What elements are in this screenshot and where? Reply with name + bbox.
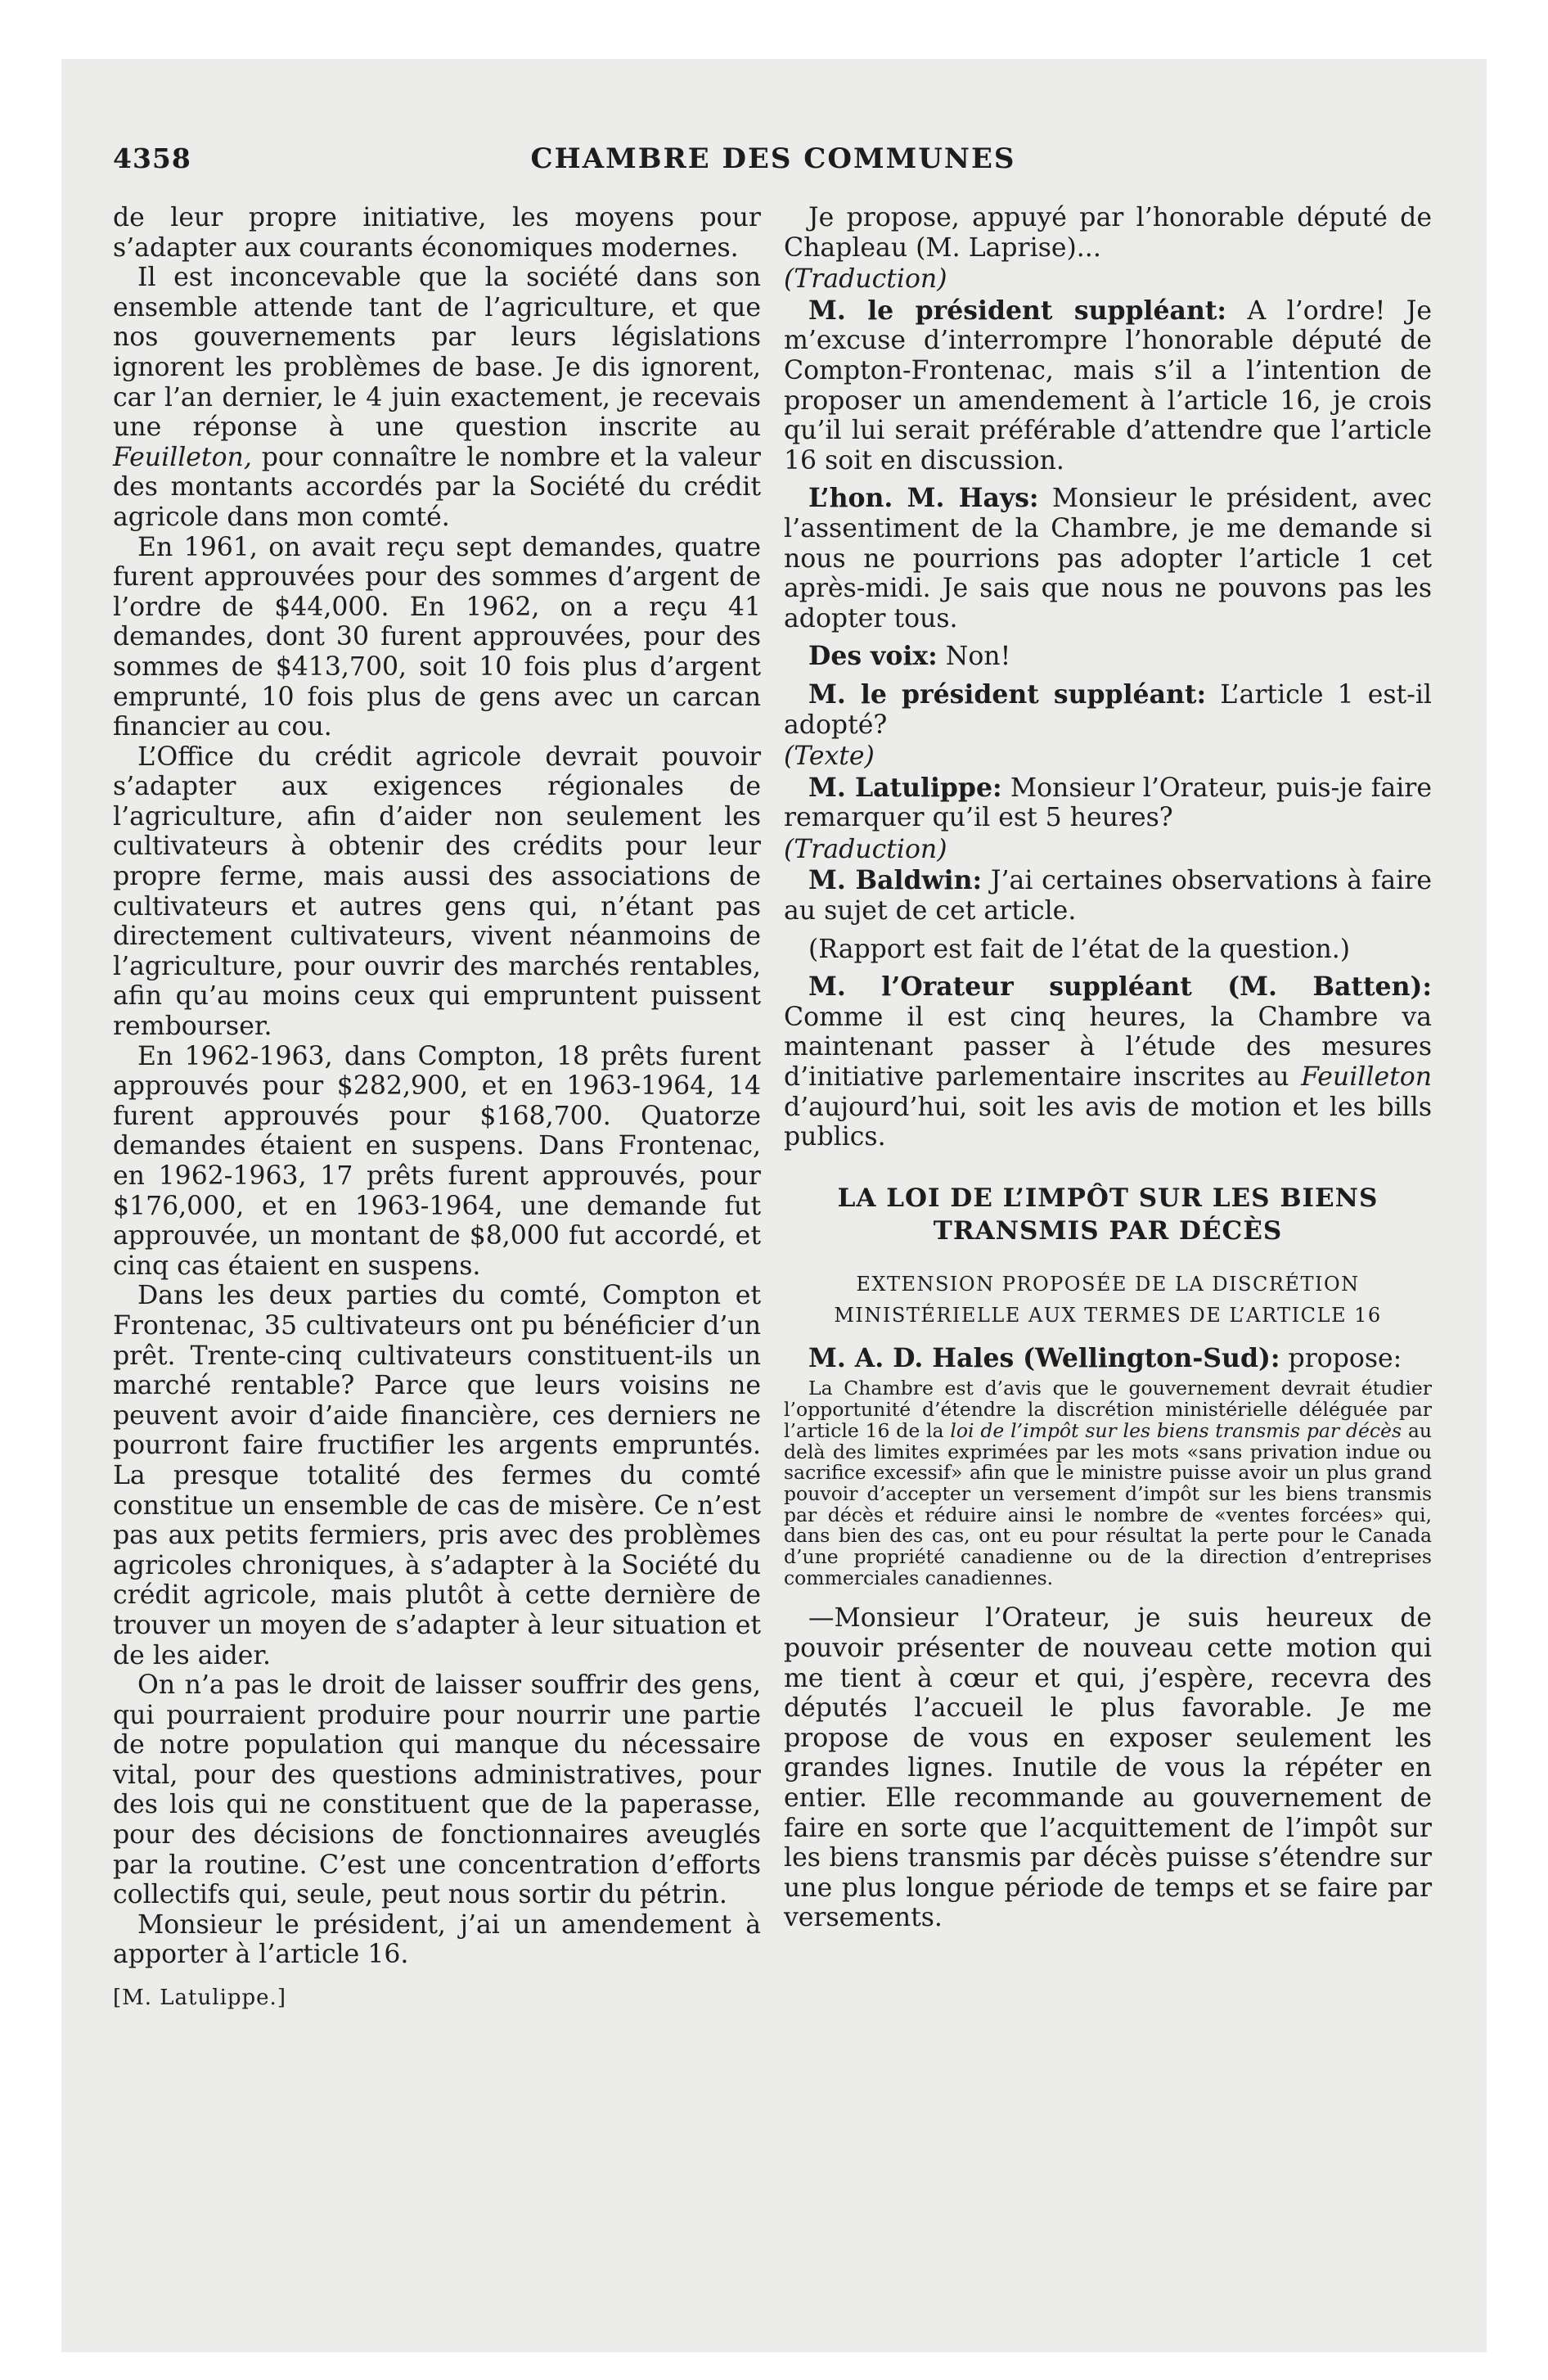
publication-title: Feuilleton: [1301, 1062, 1432, 1093]
section-subheading: EXTENSION PROPOSÉE DE LA DISCRÉTION MINISTÉRIELLE AUX TERMES DE L’ARTICLE 16: [834, 1272, 1382, 1327]
speech-paragraph: [784, 972, 1432, 1152]
paragraph: de leur propre initiative, les moyens pour s’adapter aux courants économiques modernes.: [113, 203, 761, 263]
act-title: loi de l’impôt sur les biens transmis par décès: [950, 1418, 1402, 1442]
left-column: [113, 203, 761, 2013]
speech-text: Monsieur l’Orateur, puis-je faire remarquer qu’il est 5 heures?: [784, 773, 1432, 833]
speech-text: Comme il est cinq heures, la Chambre va maintenant passer à l’étude des mesures d’initiative parlementaire inscrites au: [784, 1002, 1432, 1093]
speech-text: propose:: [1288, 1343, 1402, 1373]
paragraph: —Monsieur l’Orateur, je suis heureux de pouvoir présenter de nouveau cette motion qui me tient à cœur et qui, j’espère, recevra des députés l’accueil le plus favorable. Je me propose de vous en exposer seulement les grandes lignes. Inutile de vous la répéter en entier. Elle recommande au gouvernement de faire en sorte que l’acquittement de l’impôt sur les biens transmis par décès puisse s’étendre sur une plus longue période de temps et se faire par versements.: [784, 1603, 1432, 1933]
translation-label: (Traduction): [784, 834, 947, 864]
speech-text: L’article 1 est-il adopté?: [784, 679, 1432, 740]
speaker-name: M. Latulippe:: [808, 772, 1002, 803]
page-header: [113, 142, 1433, 183]
speech-paragraph: [784, 1344, 1432, 1374]
speech-text: d’aujourd’hui, soit les avis de motion et les bills publics.: [784, 1092, 1432, 1152]
section-heading: LA LOI DE L’IMPÔT SUR LES BIENS TRANSMIS PAR DÉCÈS: [837, 1183, 1379, 1246]
speech-text: J’ai certaines observations à faire au sujet de cet article.: [784, 866, 1432, 926]
speaker-name: M. le président suppléant:: [808, 295, 1227, 326]
paragraph-text: Il est inconcevable que la société dans son ensemble attende tant de l’agriculture, et que nos gouvernements par leurs législations ignorent les problèmes de base. Je dis ignorent, car l’an dernier, le 4 juin exactement, je recevais une réponse à une question inscrite au: [113, 263, 761, 443]
translation-label: (Traduction): [784, 264, 947, 295]
speech-paragraph: [784, 866, 1432, 926]
speech-text: Monsieur le président, avec l’assentiment de la Chambre, je me demande si nous ne pourrions pas adopter l’article 1 cet après-midi. Je sais que nous ne pouvons pas les adopter tous.: [784, 484, 1433, 633]
speech-paragraph: [784, 642, 1432, 672]
motion-text-part: La Chambre est d’avis que le gouvernement devrait étudier l’opportunité d’étendre la discrétion ministérielle déléguée par l’article 16 de la: [784, 1377, 1432, 1442]
page-number: 4358: [113, 142, 191, 174]
right-column: [784, 203, 1432, 1933]
motion-text: [784, 1378, 1432, 1589]
paragraph-text: pour connaître le nombre et la valeur des montants accordés par la Société du crédit agricole dans mon comté.: [113, 442, 761, 532]
speech-text: Non!: [945, 642, 1011, 672]
speaker-name: Des voix:: [808, 641, 938, 672]
procedural-note: (Rapport est fait de l’état de la question.): [808, 934, 1351, 964]
publication-title: Feuilleton,: [113, 442, 252, 472]
paragraph: En 1962-1963, dans Compton, 18 prêts furent approuvés pour $282,900, et en 1963-1964, 14 furent approuvés pour $168,700. Quatorze demandes étaient en suspens. Dans Frontenac, en 1962-1963, 17 prêts furent approuvés, pour $176,000, et en 1963-1964, une demande fut approuvée, un montant de $8,000 fut accordé, et cinq cas étaient en suspens.: [113, 1041, 761, 1281]
speaker-signature: [M. Latulippe.]: [113, 1986, 286, 2011]
text-label: (Texte): [784, 741, 875, 772]
speech-paragraph: [784, 484, 1432, 633]
running-title: CHAMBRE DES COMMUNES: [530, 142, 1016, 175]
motion-text-part: au delà des limites exprimées par les mots «sans privation indue ou sacrifice excessif» afin que le ministre puisse avoir un plus grand pouvoir d’accepter un versement d’impôt sur les biens transmis par décès et réduire ainsi le nombre de «ventes forcées» qui, dans bien des cas, ont eu pour résultat la perte pour le Canada d’une propriété canadienne ou de la direction d’entreprises commerciales canadiennes.: [784, 1418, 1432, 1589]
speaker-name: M. Baldwin:: [808, 865, 983, 896]
speaker-name: M. l’Orateur suppléant (M. Batten):: [808, 971, 1432, 1003]
speech-paragraph: [784, 296, 1432, 476]
paragraph: Monsieur le président, j’ai un amendement à apporter à l’article 16.: [113, 1909, 761, 1970]
paragraph: Dans les deux parties du comté, Compton et Frontenac, 35 cultivateurs ont pu bénéficier d’un prêt. Trente-cinq cultivateurs constituent-ils un marché rentable? Parce que leurs voisins ne peuvent avoir d’aide financière, ces derniers ne pourront faire fructifier les argents empruntés. La presque totalité des fermes du comté constitue un ensemble de cas de misère. Ce n’est pas aux petits fermiers, pris avec des problèmes agricoles chroniques, à s’adapter à la Société du crédit agricole, mais plutôt à cette dernière de trouver un moyen de s’adapter à leur situation et de les aider.: [113, 1281, 761, 1670]
speech-text: A l’ordre! Je m’excuse d’interrompre l’honorable député de Compton-Frontenac, mais s’il a l’intention de proposer un amendement à l’article 16, je crois qu’il lui serait préférable d’attendre que l’article 16 soit en discussion.: [784, 295, 1433, 476]
paragraph: [113, 263, 761, 532]
paragraph: Je propose, appuyé par l’honorable député de Chapleau (M. Laprise)...: [784, 203, 1432, 263]
speaker-name: M. le président suppléant:: [808, 678, 1207, 710]
speaker-name: M. A. D. Hales (Wellington-Sud):: [808, 1342, 1280, 1373]
speaker-name: L’hon. M. Hays:: [808, 483, 1039, 514]
speech-paragraph: [784, 680, 1432, 740]
speech-paragraph: [784, 773, 1432, 833]
paragraph: En 1961, on avait reçu sept demandes, quatre furent approuvées pour des sommes d’argent de l’ordre de $44,000. En 1962, on a reçu 41 demandes, dont 30 furent approuvées, pour des sommes de $413,700, soit 10 fois plus d’argent emprunté, 10 fois plus de gens avec un carcan financier au cou.: [113, 532, 761, 742]
paragraph: L’Office du crédit agricole devrait pouvoir s’adapter aux exigences régionales de l’agriculture, afin d’aider non seulement les cultivateurs à obtenir des crédits pour leur propre ferme, mais aussi des associations de cultivateurs et autres gens qui, n’étant pas directement cultivateurs, vivent néanmoins de l’agriculture, pour ouvrir des marchés rentables, afin qu’au moins ceux qui empruntent puissent rembourser.: [113, 741, 761, 1042]
paragraph: On n’a pas le droit de laisser souffrir des gens, qui pourraient produire pour nourrir une partie de notre population qui manque du nécessaire vital, pour des questions administratives, pour des lois qui ne constituent que de la paperasse, pour des décisions de fonctionnaires aveuglés par la routine. C’est une concentration d’efforts collectifs qui, seule, peut nous sortir du pétrin.: [113, 1670, 761, 1910]
